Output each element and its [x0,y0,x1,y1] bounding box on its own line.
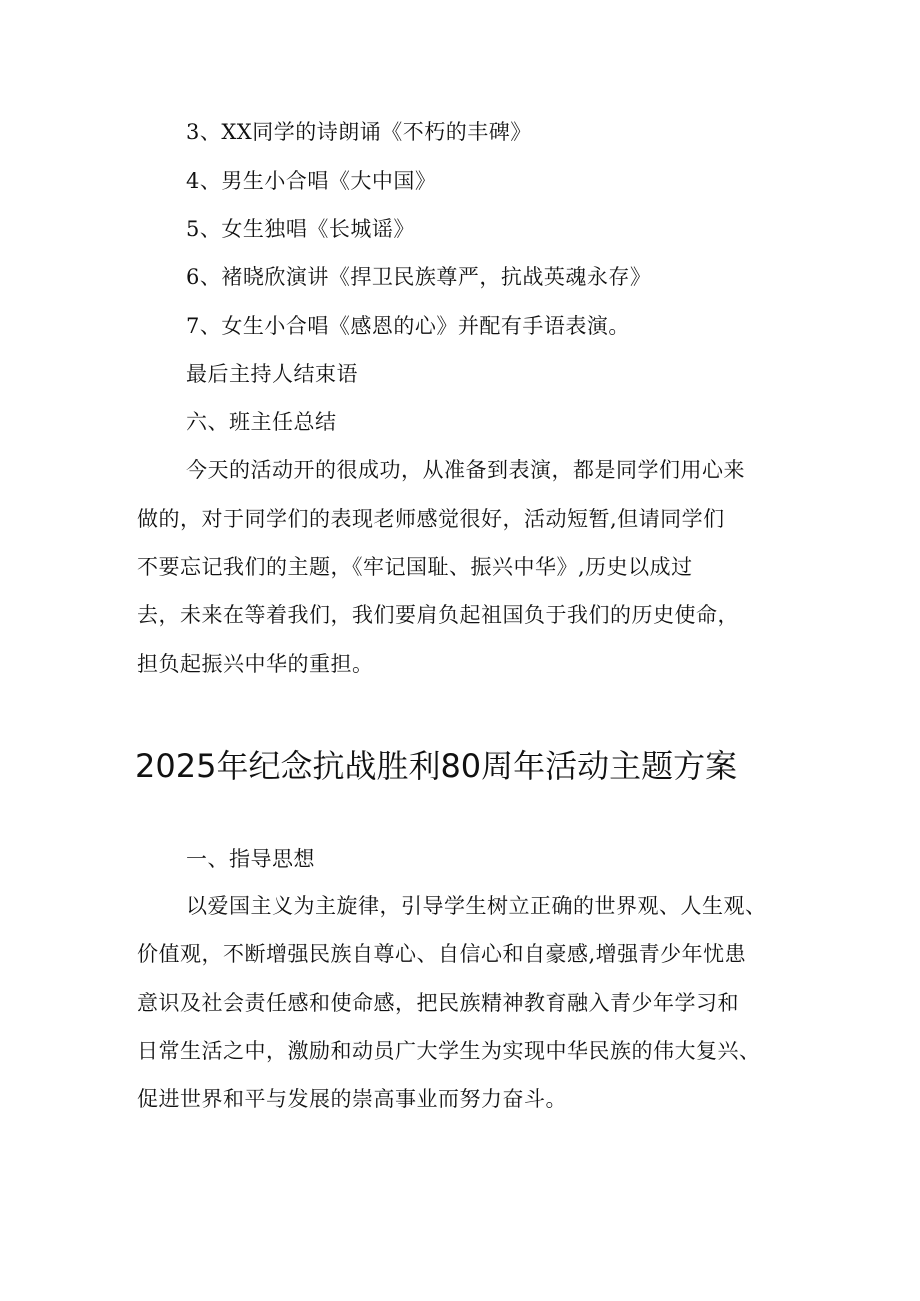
section-6-heading: 六、班主任总结 [186,410,337,434]
section-6-paragraph-line: 做的，对于同学们的表现老师感觉很好，活动短暂,但请同学们 [137,507,725,531]
section-1-paragraph-line: 价值观，不断增强民族自尊心、自信心和自豪感,增强青少年忧患 [137,942,747,966]
section-6-paragraph-line: 担负起振兴中华的重担。 [137,652,374,676]
section-6-paragraph-line: 去，未来在等着我们，我们要肩负起祖国负于我们的历史使命， [137,603,739,627]
section-6-paragraph-line: 今天的活动开的很成功，从准备到表演，都是同学们用心来 [186,458,745,482]
section-1-heading: 一、指导思想 [186,847,315,871]
program-item-4: 4、男生小合唱《大中国》 [186,169,437,193]
section-1-paragraph-line: 促进世界和平与发展的崇高事业而努力奋斗。 [137,1087,567,1111]
program-item-6: 6、褚晓欣演讲《捍卫民族尊严，抗战英魂永存》 [186,265,652,289]
program-item-3: 3、XX同学的诗朗诵《不朽的丰碑》 [186,120,532,144]
closing-remarks: 最后主持人结束语 [186,362,358,386]
section-1-paragraph-line: 以爱国主义为主旋律，引导学生树立正确的世界观、人生观、 [186,894,767,918]
section-6-paragraph-line: 不要忘记我们的主题，《牢记国耻、振兴中华》,历史以成过 [137,555,693,579]
program-item-5: 5、女生独唱《长城谣》 [186,217,415,241]
section-1-paragraph-line: 意识及社会责任感和使命感，把民族精神教育融入青少年学习和 [137,991,739,1015]
document-title: 2025年纪念抗战胜利80周年活动主题方案 [135,747,738,785]
section-1-paragraph-line: 日常生活之中，激励和动员广大学生为实现中华民族的伟大复兴、 [137,1039,761,1063]
program-item-7: 7、女生小合唱《感恩的心》并配有手语表演。 [186,314,630,338]
